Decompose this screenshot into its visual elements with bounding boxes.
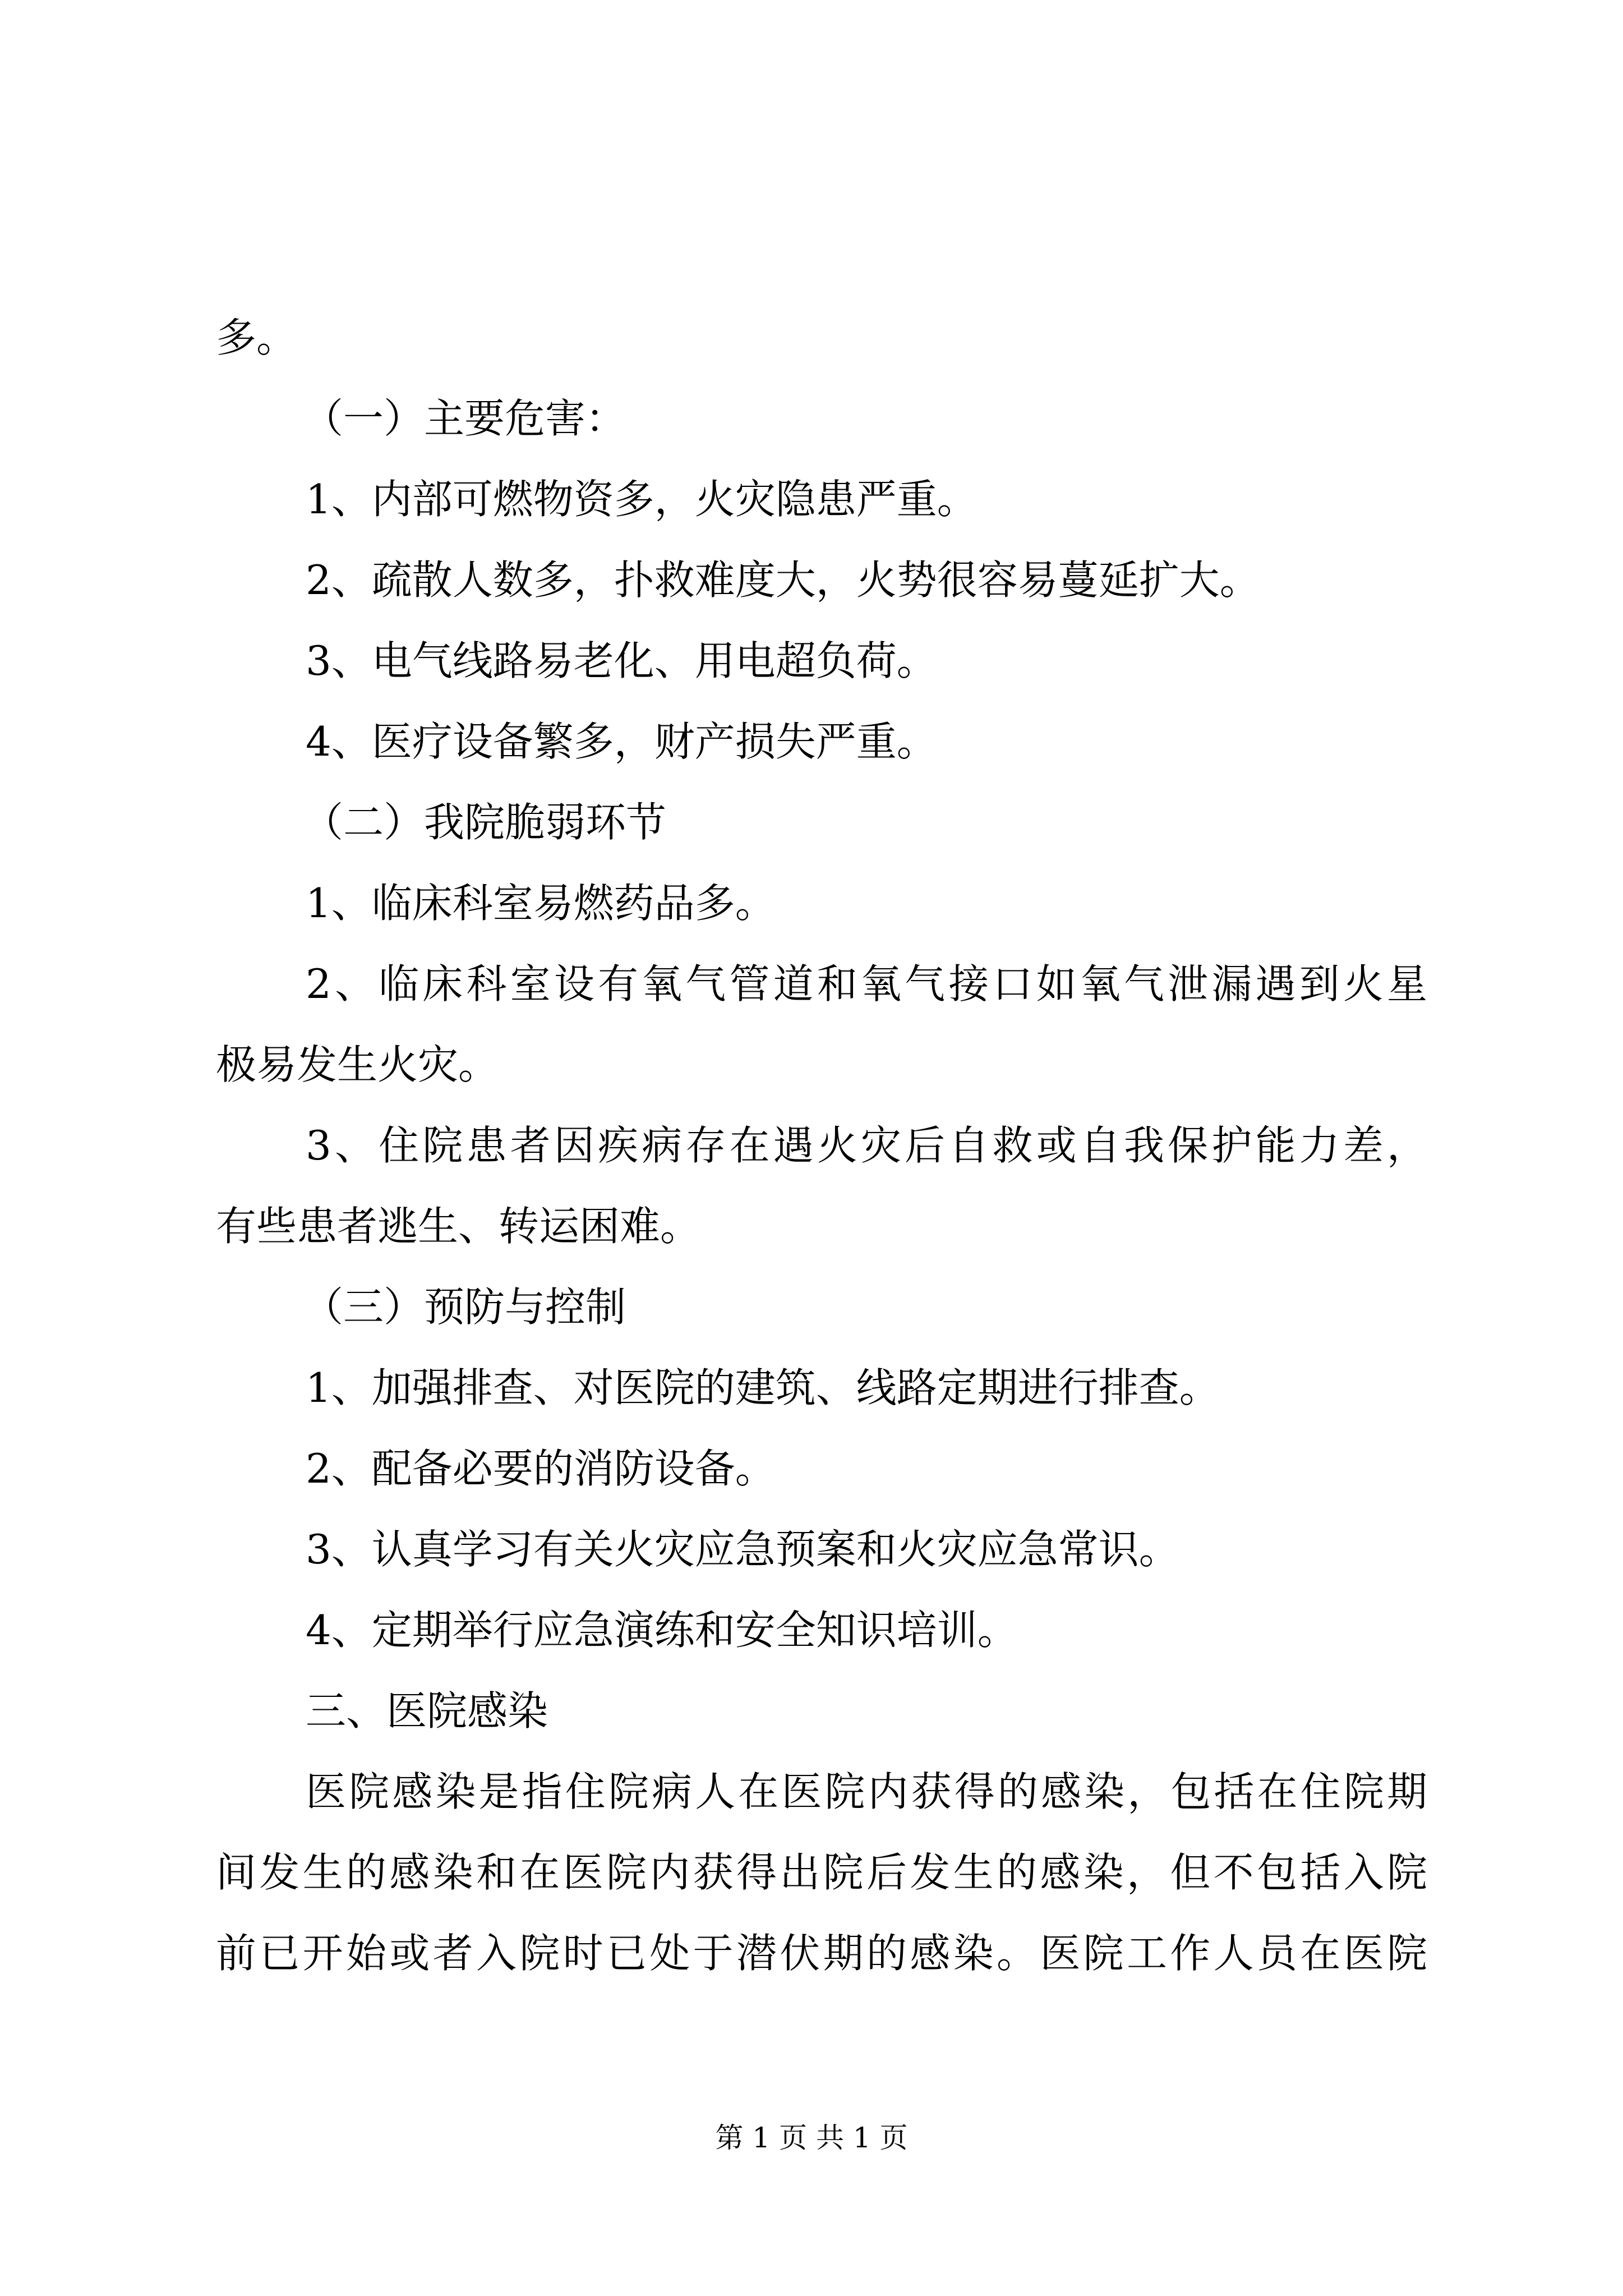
- list-item: 4、医疗设备繁多，财产损失严重。: [306, 718, 937, 765]
- section-heading: （二）我院脆弱环节: [303, 799, 667, 846]
- list-item: 2、疏散人数多，扑救难度大，火势很容易蔓延扩大。: [306, 556, 1260, 604]
- list-item: 3、住院患者因疾病存在遇火灾后自救或自我保护能力差，: [306, 1122, 1427, 1169]
- document-body: [216, 297, 1427, 1994]
- list-item: 1、临床科室易燃药品多。: [306, 880, 776, 927]
- paragraph-line: 间发生的感染和在医院内获得出院后发生的感染，但不包括入院: [216, 1849, 1427, 1896]
- list-item: 1、加强排查、对医院的建筑、线路定期进行排查。: [306, 1364, 1220, 1411]
- paragraph-line: 有些患者逃生、转运困难。: [216, 1203, 701, 1250]
- section-heading: 三、医院感染: [306, 1687, 548, 1734]
- page-footer: 第 1 页 共 1 页: [715, 2122, 908, 2154]
- list-item: 2、临床科室设有氧气管道和氧气接口如氧气泄漏遇到火星: [306, 960, 1427, 1007]
- paragraph-line: 医院感染是指住院病人在医院内获得的感染，包括在住院期: [306, 1768, 1427, 1815]
- section-heading: （三）预防与控制: [303, 1283, 626, 1331]
- paragraph-line: 前已开始或者入院时已处于潜伏期的感染。医院工作人员在医院: [216, 1930, 1427, 1977]
- section-heading: （一）主要危害：: [303, 395, 626, 442]
- list-item: 2、配备必要的消防设备。: [306, 1445, 776, 1492]
- list-item: 4、定期举行应急演练和安全知识培训。: [306, 1607, 1018, 1654]
- paragraph-line: 极易发生火灾。: [216, 1041, 499, 1088]
- list-item: 3、认真学习有关火灾应急预案和火灾应急常识。: [306, 1526, 1179, 1573]
- paragraph-line: 多。: [216, 314, 297, 361]
- list-item: 3、电气线路易老化、用电超负荷。: [306, 637, 937, 684]
- list-item: 1、内部可燃物资多，火灾隐患严重。: [306, 476, 978, 523]
